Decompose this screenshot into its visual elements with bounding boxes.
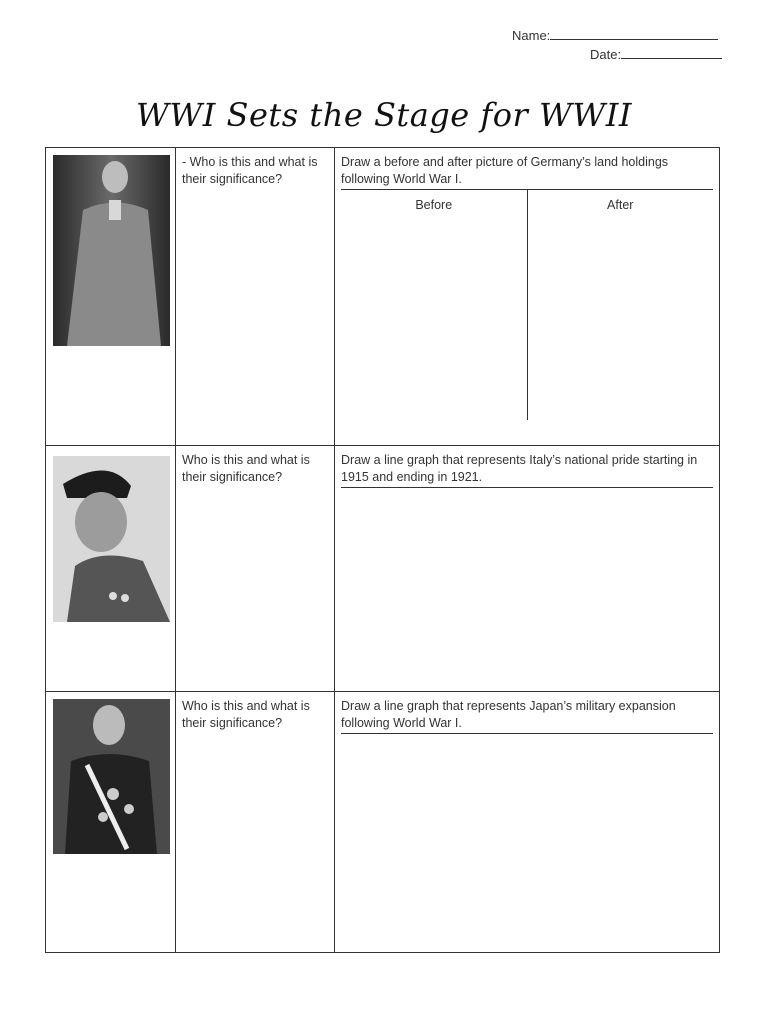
task-text: Draw a line graph that represents Italy’s national pride starting in 1915 and ending in 1921. bbox=[341, 453, 698, 484]
name-field[interactable] bbox=[512, 27, 718, 43]
table-row bbox=[46, 148, 720, 446]
task-cell[interactable] bbox=[335, 446, 720, 692]
photo-cell bbox=[46, 692, 176, 953]
photo-cell bbox=[46, 446, 176, 692]
divider bbox=[341, 733, 713, 734]
question-cell[interactable] bbox=[176, 692, 335, 953]
before-after-split bbox=[341, 190, 713, 420]
task-text: Draw a before and after picture of Germany’s land holdings following World War I. bbox=[341, 155, 669, 186]
task-text: Draw a line graph that represents Japan’s military expansion following World War I. bbox=[341, 699, 676, 730]
table-row bbox=[46, 446, 720, 692]
portrait-photo bbox=[53, 456, 170, 622]
before-column[interactable]: Before bbox=[341, 190, 528, 420]
question-cell[interactable] bbox=[176, 446, 335, 692]
divider bbox=[341, 487, 713, 488]
date-field[interactable] bbox=[590, 46, 722, 62]
worksheet-table bbox=[45, 147, 720, 953]
after-column[interactable]: After bbox=[607, 198, 634, 212]
name-blank[interactable] bbox=[550, 27, 718, 40]
date-blank[interactable] bbox=[621, 46, 722, 59]
portrait-photo bbox=[53, 155, 170, 346]
question-text: Who is this and what is their significance? bbox=[182, 453, 310, 484]
name-label: Name: bbox=[512, 28, 551, 43]
photo-cell bbox=[46, 148, 176, 446]
task-cell[interactable] bbox=[335, 148, 720, 446]
question-cell[interactable] bbox=[176, 148, 335, 446]
question-text: - Who is this and what is their significance? bbox=[182, 155, 318, 186]
page-title: WWI Sets the Stage for WWII bbox=[135, 96, 633, 134]
date-label: Date: bbox=[590, 47, 622, 62]
portrait-photo bbox=[53, 699, 170, 854]
table-row bbox=[46, 692, 720, 953]
question-text: Who is this and what is their significance? bbox=[182, 699, 310, 730]
task-cell[interactable] bbox=[335, 692, 720, 953]
